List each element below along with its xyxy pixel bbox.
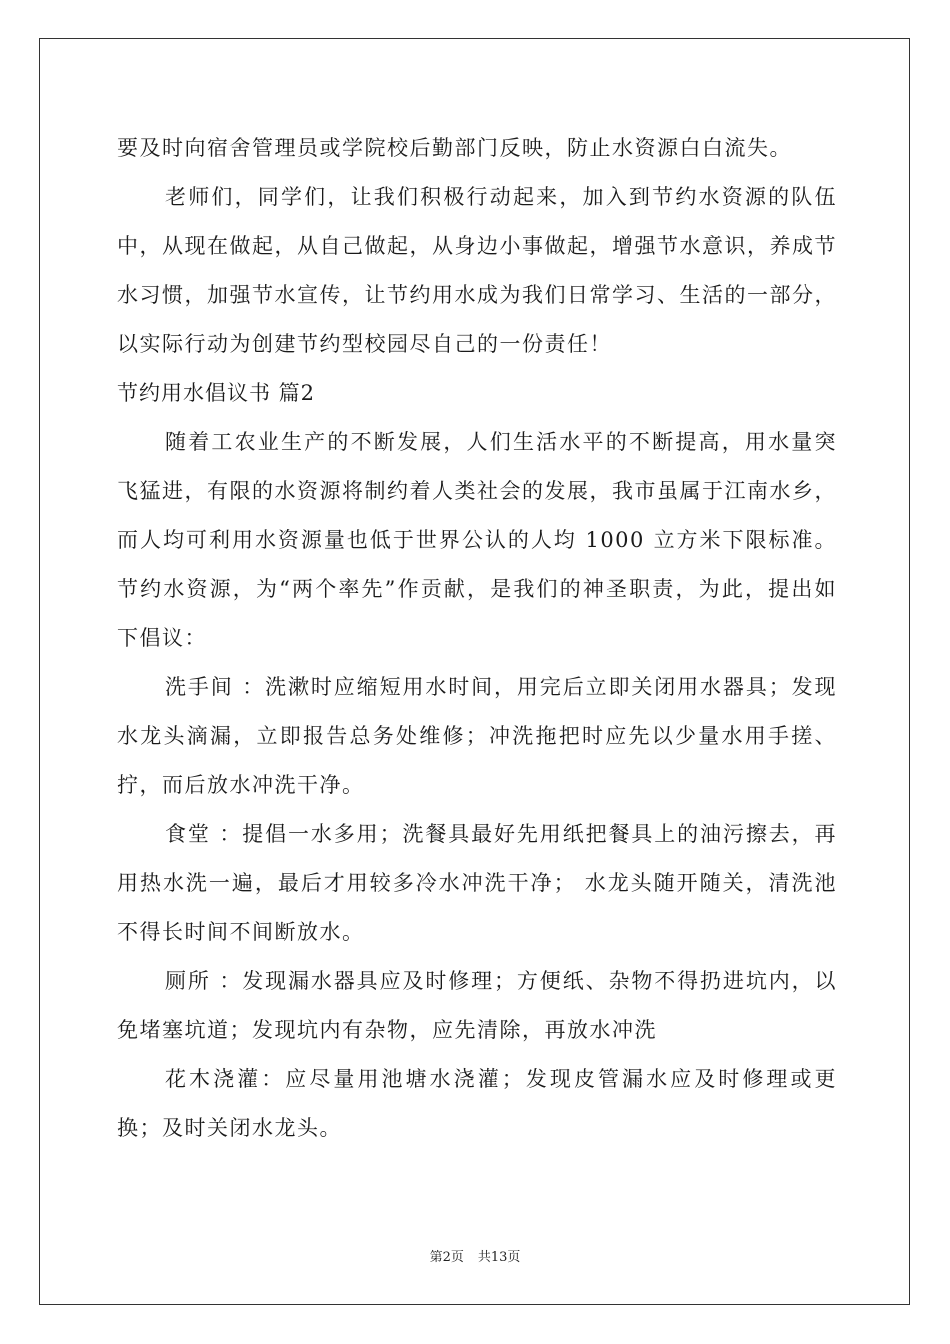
paragraph: 随着工农业生产的不断发展，人们生活水平的不断提高，用水量突飞猛进，有限的水资源将制约着人类社会的发展，我市虽属于江南水乡，而人均可利用水资源量也低于世界公认的人均 1000 立方米下限标准。节约水资源，为“两个率先”作贡献，是我们的神圣职责，为此，提出如下倡议： [117, 430, 837, 650]
paragraph-toilet: 厕所 ：发现漏水器具应及时修理；方便纸、杂物不得扔进坑内，以免堵塞坑道；发现坑内有杂物，应先清除，再放水冲洗 [117, 969, 837, 1042]
paragraph-canteen: 食堂 ：提倡一水多用；洗餐具最好先用纸把餐具上的油污擦去，再用热水洗一遍，最后才用较多冷水冲洗干净； 水龙头随开随关，清洗池不得长时间不间断放水。 [117, 822, 837, 944]
paragraph: 老师们，同学们，让我们积极行动起来，加入到节约水资源的队伍中，从现在做起，从自己做起，从身边小事做起，增强节水意识，养成节水习惯，加强节水宣传，让节约用水成为我们日常学习、生活的一部分，以实际行动为创建节约型校园尽自己的一份责任！ [117, 185, 837, 356]
page-number: 第2页 [429, 1250, 464, 1265]
paragraph-gardening: 花木浇灌：应尽量用池塘水浇灌；发现皮管漏水应及时修理或更换；及时关闭水龙头。 [117, 1067, 837, 1140]
paragraph-washroom: 洗手间 ：洗漱时应缩短用水时间，用完后立即关闭用水器具；发现水龙头滴漏，立即报告总务处维修；冲洗拖把时应先以少量水用手搓、拧，而后放水冲洗干净。 [117, 675, 837, 797]
document-body [117, 124, 837, 1153]
section-heading: 节约用水倡议书 篇2 [117, 381, 316, 405]
paragraph: 要及时向宿舍管理员或学院校后勤部门反映，防止水资源白白流失。 [117, 136, 792, 160]
total-pages: 共13页 [477, 1250, 521, 1265]
page-footer [0, 1246, 950, 1265]
